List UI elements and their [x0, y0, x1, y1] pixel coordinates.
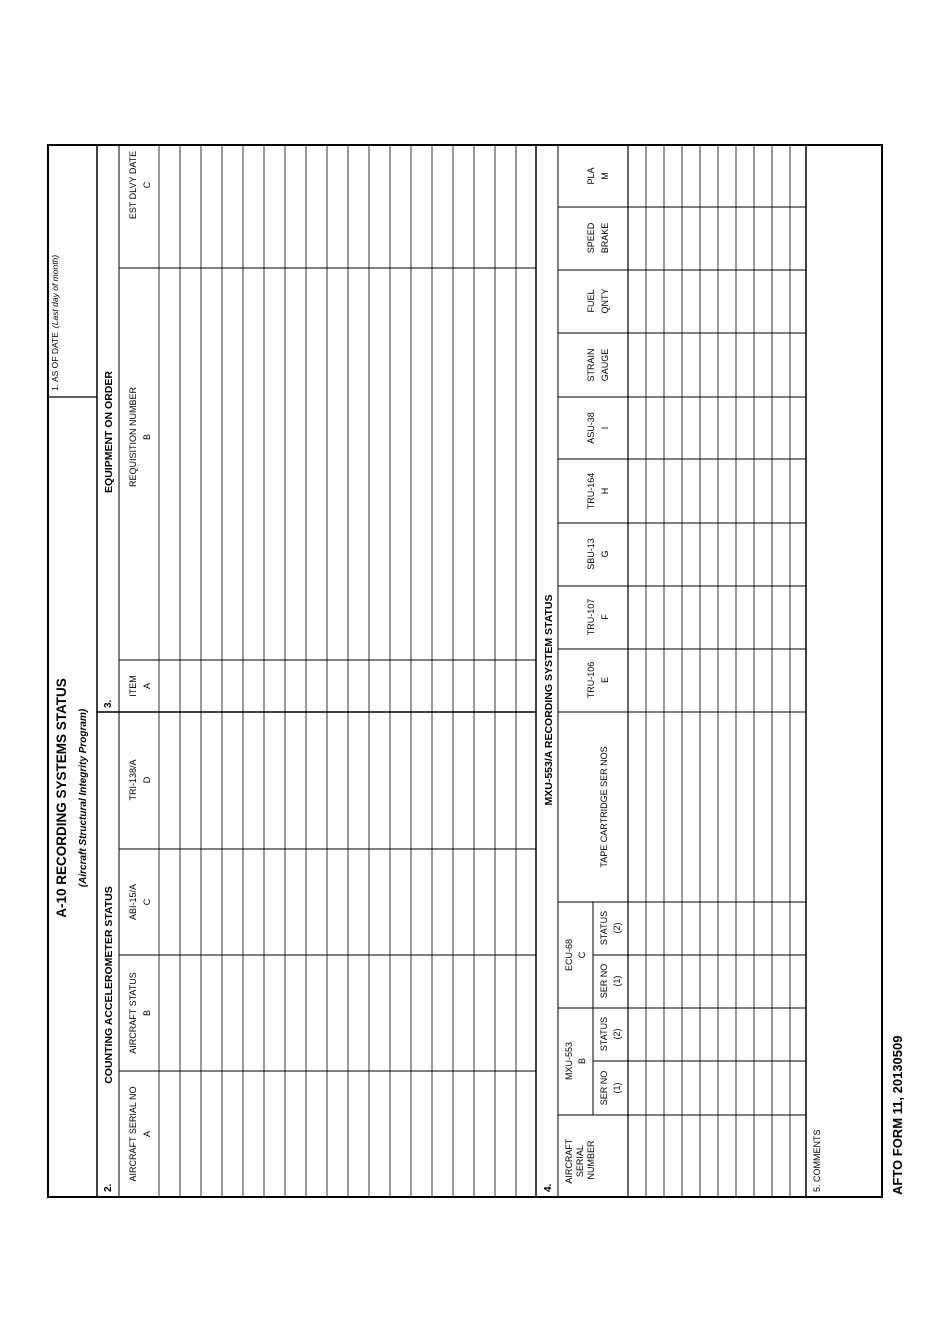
section4-col-letter: H — [600, 487, 610, 495]
section3-number: 3. — [103, 699, 114, 708]
svg-text:B: B — [142, 433, 152, 441]
col-aircraft-serial-no: AIRCRAFT SERIAL NO — [128, 1086, 138, 1182]
svg-text:(1): (1) — [612, 975, 622, 987]
form-subtitle: (Aircraft Structural Integrity Program) — [78, 708, 89, 888]
svg-text:B: B — [577, 1057, 587, 1065]
form-title: A-10 RECORDING SYSTEMS STATUS — [54, 678, 69, 918]
section2-number: 2. — [103, 1183, 114, 1192]
col-tri-138a: TRI-138/A — [128, 759, 138, 801]
section4-col-letter: I — [600, 426, 610, 430]
form-border — [48, 145, 882, 1197]
section4-col-label: TRU-106 — [586, 661, 596, 699]
section4-number: 4. — [543, 1183, 554, 1192]
section4-col-letter: G — [600, 550, 610, 558]
mxu-ser-no: SER NO — [599, 1070, 609, 1106]
col-mxu-553: MXU-553 — [564, 1041, 574, 1081]
section4-title: MXU-553/A RECORDING SYSTEM STATUS — [543, 594, 555, 806]
section4-col-letter: GAUGE — [600, 348, 610, 382]
col-est-dlvy-date: EST DLVY DATE — [128, 150, 138, 220]
section4-col-label: STRAIN — [586, 348, 596, 382]
section4-col-label: TRU-107 — [586, 598, 596, 636]
section4-col-label: ASU-38 — [586, 412, 596, 444]
col-tape-cartridge: TAPE CARTRIDGE SER NOS — [599, 746, 609, 868]
svg-text:D: D — [142, 776, 152, 784]
svg-text:(2): (2) — [612, 1028, 622, 1040]
section4-col-letter: M — [600, 172, 610, 180]
section4-col-letter: BRAKE — [600, 222, 610, 254]
mxu-status: STATUS — [599, 1016, 609, 1052]
col-requisition-number: REQUISITION NUMBER — [128, 386, 138, 488]
section4-col-label: SBU-13 — [586, 538, 596, 570]
section3-title: EQUIPMENT ON ORDER — [103, 371, 115, 493]
svg-text:C: C — [142, 181, 152, 189]
svg-text:(2): (2) — [612, 922, 622, 934]
section4-col-letter: F — [600, 614, 610, 620]
section4-rows — [646, 145, 790, 1197]
ecu-ser-no: SER NO — [599, 963, 609, 999]
section2-3-rows — [159, 145, 516, 1197]
comments-label: 5. COMMENTS — [812, 1129, 822, 1192]
form-footer: AFTO FORM 11, 20130509 — [890, 1035, 905, 1195]
as-of-date-label: 1. AS OF DATE(Last day of month) — [50, 254, 60, 391]
svg-text:A: A — [142, 682, 152, 690]
col-item: ITEM — [128, 675, 138, 697]
col-aircraft-serial-number: AIRCRAFT SERIAL NUMBER — [564, 1138, 596, 1184]
svg-text:C: C — [142, 898, 152, 906]
col-aircraft-status: AIRCRAFT STATUS — [128, 972, 138, 1054]
col-ecu-68: ECU-68 — [564, 938, 574, 972]
section4-col-label: SPEED — [586, 222, 596, 254]
ecu-status: STATUS — [599, 910, 609, 946]
section2-title: COUNTING ACCELEROMETER STATUS — [103, 886, 115, 1084]
svg-text:A: A — [142, 1130, 152, 1138]
section4-col-label: PLA — [586, 167, 596, 185]
svg-text:(1): (1) — [612, 1082, 622, 1094]
section4-column-labels — [586, 167, 610, 698]
svg-text:B: B — [142, 1009, 152, 1017]
col-abi-15a: ABI-15/A — [128, 883, 138, 921]
section4-col-letter: E — [600, 676, 610, 684]
section4-col-letter: QNTY — [600, 288, 610, 314]
section4-col-label: FUEL — [586, 289, 596, 313]
svg-text:C: C — [577, 951, 587, 959]
section4-col-label: TRU-164 — [586, 472, 596, 510]
